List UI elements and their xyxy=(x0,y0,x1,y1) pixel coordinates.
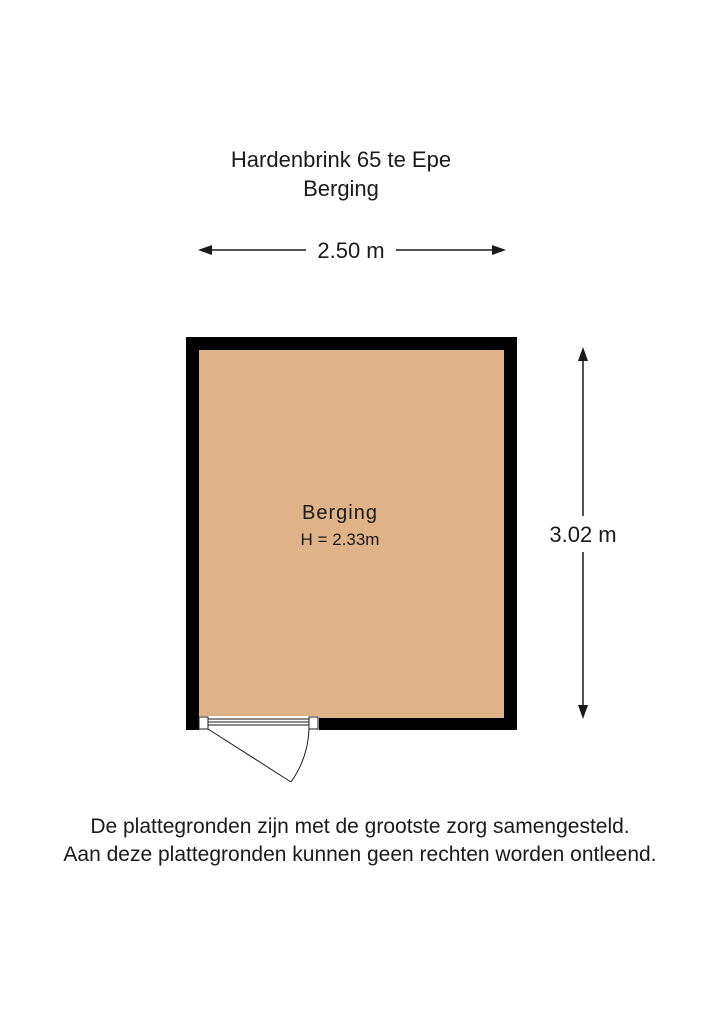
disclaimer xyxy=(0,813,720,869)
arrow-up-icon xyxy=(578,347,588,361)
arrow-right-icon xyxy=(492,245,506,255)
door-swing xyxy=(208,729,309,782)
door-opening xyxy=(199,716,319,731)
disclaimer-line-1: De plattegronden zijn met de grootste zorg samengesteld. xyxy=(90,815,630,838)
room-height-label: H = 2.33m xyxy=(300,530,380,549)
disclaimer-line-2: Aan deze plattegronden kunnen geen rechten worden ontleend. xyxy=(63,843,657,866)
width-dimension xyxy=(198,238,506,263)
arrow-down-icon xyxy=(578,705,588,719)
width-label: 2.50 m xyxy=(317,238,385,263)
room-name-label: Berging xyxy=(302,502,378,524)
arrow-left-icon xyxy=(198,245,212,255)
depth-label: 3.02 m xyxy=(549,522,617,547)
room-berging xyxy=(186,337,517,782)
plan-address-title: Hardenbrink 65 te Epe xyxy=(230,147,452,172)
plan-floor-title: Berging xyxy=(303,176,379,201)
depth-dimension xyxy=(549,347,616,719)
